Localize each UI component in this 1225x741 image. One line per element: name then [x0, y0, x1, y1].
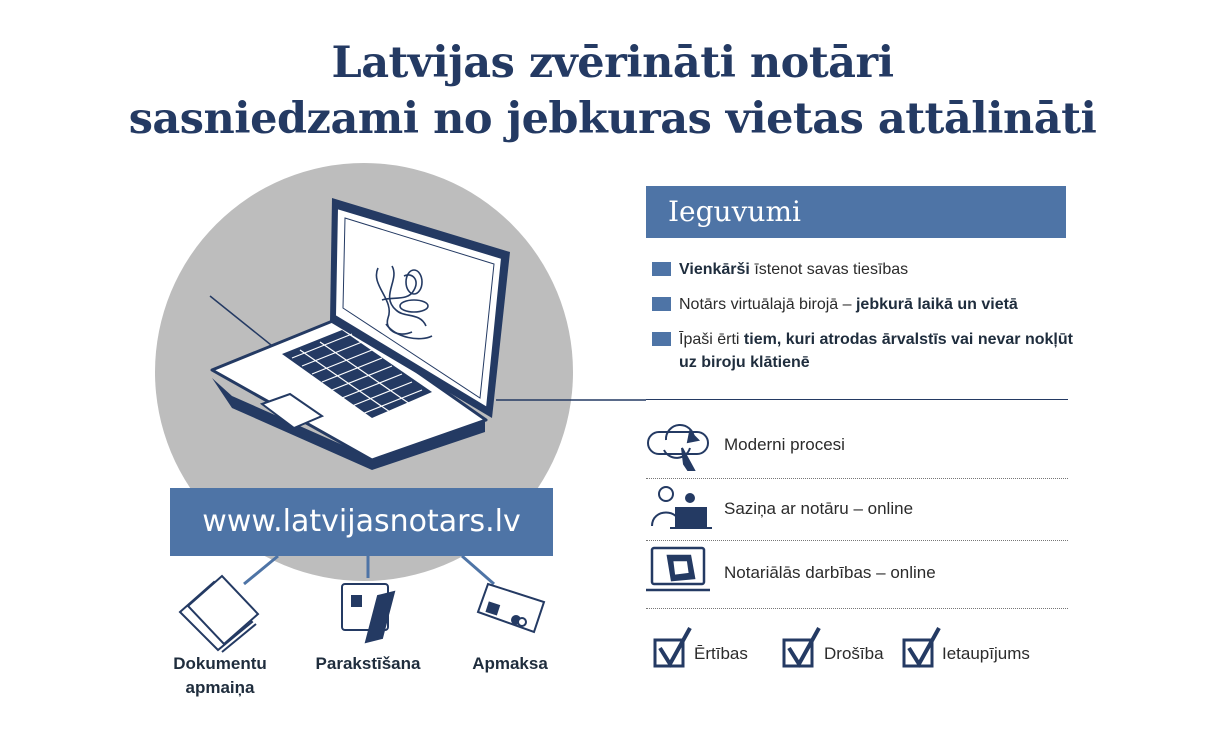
bottom-item-signing	[298, 652, 438, 676]
feature-modern-processes: Moderni procesi	[724, 435, 845, 454]
refresh-cursor-icon	[648, 425, 708, 470]
check-label-convenience: Ērtības	[694, 644, 748, 663]
bottom-item-label: Parakstīšana	[315, 654, 421, 673]
divider	[646, 540, 1068, 541]
bottom-item-label: apmaiņa	[185, 678, 255, 697]
laptop-document-icon	[646, 548, 710, 590]
benefit-bold: jebkurā laikā un vietā	[855, 296, 1018, 313]
divider	[646, 399, 1068, 400]
benefit-text: Notārs virtuālajā birojā –	[679, 296, 856, 313]
document-exchange-icon	[180, 576, 258, 652]
page-title-line-2: sasniedzami no jebkuras vietas attālināti	[128, 94, 1097, 144]
check-label-security: Drošība	[824, 644, 884, 663]
bottom-item-payment	[450, 652, 570, 676]
square-bullet-icon	[652, 297, 671, 311]
checkbox-checked-icon	[784, 628, 819, 666]
checkbox-checked-icon	[655, 628, 690, 666]
benefit-text: īstenot savas tiesības	[749, 261, 909, 278]
bottom-item-document-exchange	[160, 652, 280, 700]
payment-card-icon	[478, 584, 544, 632]
feature-online-communication: Saziņa ar notāru – online	[724, 499, 914, 518]
video-call-icon	[652, 487, 712, 528]
square-bullet-icon	[652, 332, 671, 346]
page-title-line-1: Latvijas zvērināti notāri	[331, 38, 894, 88]
benefit-text: Īpaši ērti	[679, 331, 744, 348]
signing-card-icon	[342, 584, 394, 642]
divider	[646, 478, 1068, 479]
divider	[646, 608, 1068, 609]
check-label-savings: Ietaupījums	[942, 644, 1030, 663]
bottom-item-label: Dokumentu	[173, 654, 267, 673]
checkbox-checked-icon	[904, 628, 939, 666]
feature-online-notarial-acts: Notariālās darbības – online	[724, 563, 936, 582]
website-banner[interactable]: www.latvijasnotars.lv	[170, 488, 553, 556]
benefit-bold: Vienkārši	[679, 261, 750, 278]
square-bullet-icon	[652, 262, 671, 276]
bottom-item-label: Apmaksa	[472, 654, 548, 673]
benefits-header: Ieguvumi	[646, 186, 1066, 238]
benefit-bold: tiem, kuri atrodas ārvalstīs vai nevar nokļūt uz biroju klātienē	[679, 331, 1073, 371]
